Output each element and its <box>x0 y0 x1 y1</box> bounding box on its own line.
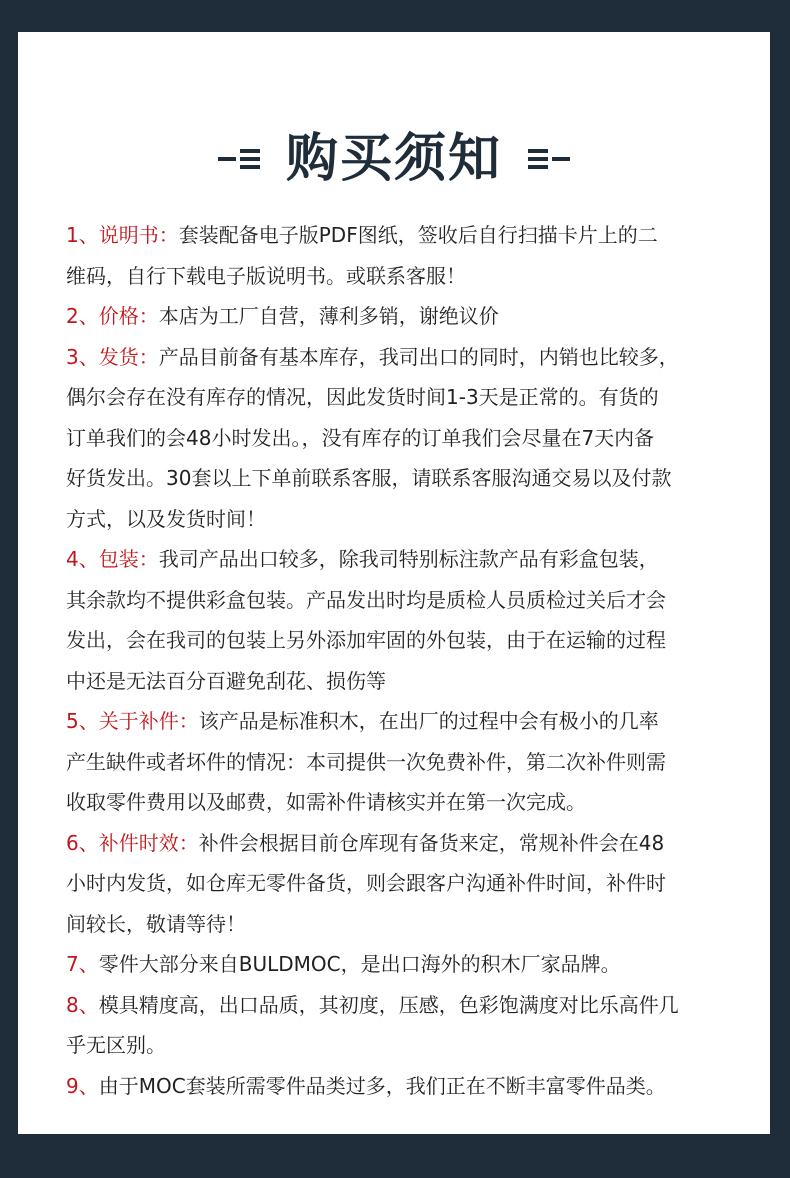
notice-line <box>66 539 746 580</box>
notice-line <box>66 377 746 418</box>
notice-line-text: 好货发出。30套以上下单前联系客服，请联系客服沟通交易以及付款 <box>66 466 672 490</box>
notice-line <box>66 863 746 904</box>
notice-line-text: 发出，会在我司的包装上另外添加牢固的外包装，由于在运输的过程 <box>66 628 666 652</box>
notice-item-label: 7、 <box>66 952 99 976</box>
notice-line-text: 间较长，敬请等待！ <box>66 911 246 936</box>
notice-line <box>66 944 746 985</box>
notice-line-text: 该产品是标准积木，在出厂的过程中会有极小的几率 <box>198 709 659 733</box>
notice-line-text: 模具精度高，出口品质，其初度，压感，色彩饱满度对比乐高件几 <box>98 992 679 1017</box>
page-title: 购买须知 <box>285 129 502 189</box>
notice-line <box>66 823 746 864</box>
notice-item-label: 1、说明书： <box>66 223 179 247</box>
notice-item-label: 5、关于补件： <box>66 709 199 733</box>
notice-item-label: 3、发货： <box>66 344 159 369</box>
notice-line <box>66 985 746 1026</box>
right-title-decoration <box>524 144 570 174</box>
notice-line-text: 我司产品出口较多，除我司特别标注款产品有彩盒包装， <box>158 547 659 571</box>
notice-line <box>66 458 746 499</box>
notice-line-text: 产品目前备有基本库存，我司出口的同时，内销也比较多， <box>158 344 679 369</box>
notice-card <box>18 32 770 1134</box>
notice-line <box>66 742 746 783</box>
notice-line <box>66 337 746 378</box>
notice-list <box>66 215 746 1106</box>
notice-item-label: 6、补件时效： <box>66 830 199 855</box>
notice-line-text: 偶尔会存在没有库存的情况，因此发货时间1-3天是正常的。有货的 <box>66 385 659 409</box>
notice-item-label: 2、价格： <box>66 304 159 328</box>
notice-line-text: 产生缺件或者坏件的情况：本司提供一次免费补件，第二次补件则需 <box>66 749 666 774</box>
notice-line-text: 零件大部分来自BULDMOC，是出口海外的积木厂家品牌。 <box>98 952 621 976</box>
notice-item-label: 9、 <box>66 1073 99 1098</box>
notice-line-text: 小时内发货，如仓库无零件备货，则会跟客户沟通补件时间，补件时 <box>66 871 666 895</box>
notice-line <box>66 215 746 256</box>
notice-line <box>66 580 746 621</box>
notice-line-text: 本店为工厂自营，薄利多销，谢绝议价 <box>158 304 499 328</box>
notice-line-text: 套装配备电子版PDF图纸，签收后自行扫描卡片上的二 <box>178 223 658 247</box>
notice-line-text: 维码，自行下载电子版说明书。或联系客服！ <box>66 263 466 288</box>
title-row <box>18 124 770 194</box>
left-title-decoration <box>218 144 264 174</box>
notice-line <box>66 296 746 337</box>
notice-line <box>66 499 746 540</box>
notice-line <box>66 661 746 702</box>
notice-line-text: 由于MOC套装所需零件品类过多，我们正在不断丰富零件品类。 <box>98 1073 666 1098</box>
notice-line-text: 收取零件费用以及邮费，如需补件请核实并在第一次完成。 <box>66 790 586 814</box>
notice-line <box>66 1066 746 1107</box>
notice-line <box>66 701 746 742</box>
notice-line-text: 订单我们的会48小时发出。，没有库存的订单我们会尽量在7天内备 <box>66 425 655 450</box>
notice-line-text: 中还是无法百分百避免刮花、损伤等 <box>66 668 386 693</box>
notice-line <box>66 904 746 945</box>
notice-line <box>66 620 746 661</box>
notice-line-text: 乎无区别。 <box>66 1033 166 1057</box>
notice-item-label: 8、 <box>66 992 99 1017</box>
notice-line <box>66 418 746 459</box>
notice-line-text: 方式，以及发货时间！ <box>66 506 266 531</box>
notice-line <box>66 782 746 823</box>
notice-line <box>66 1025 746 1066</box>
notice-line-text: 补件会根据目前仓库现有备货来定，常规补件会在48 <box>198 830 665 855</box>
notice-item-label: 4、包装： <box>66 547 159 571</box>
notice-line <box>66 256 746 297</box>
notice-line-text: 其余款均不提供彩盒包装。产品发出时均是质检人员质检过关后才会 <box>66 587 666 612</box>
